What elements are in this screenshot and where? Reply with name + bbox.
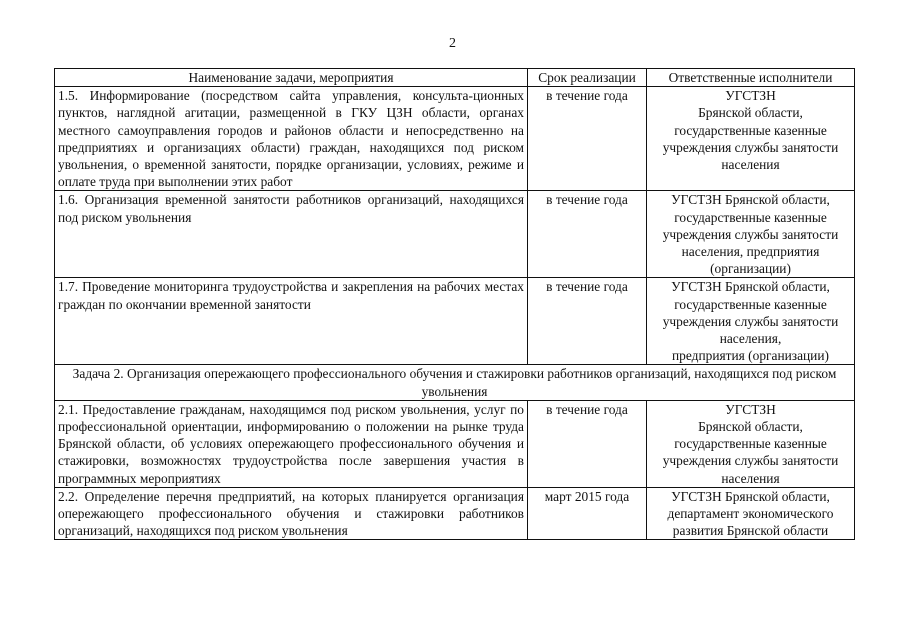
table-row <box>55 87 855 191</box>
responsible-line: Брянской области, <box>698 105 803 121</box>
responsible-cell <box>647 87 855 191</box>
responsible-cell <box>647 278 855 365</box>
responsible-line: (организации) <box>710 261 791 277</box>
table-row <box>55 278 855 365</box>
header-term: Срок реализации <box>528 69 647 87</box>
section-heading: Задача 2. Организация опережающего профессионального обучения и стажировки работников организаций, находящихся под риском увольнения <box>55 365 855 400</box>
responsible-line: развития Брянской области <box>672 523 829 539</box>
responsible-line: населения <box>721 470 780 486</box>
responsible-line: учреждения службы занятости <box>662 139 839 155</box>
section-row <box>55 365 855 400</box>
responsible-line: УГСТЗН Брянской области, <box>671 279 830 295</box>
term-cell: март 2015 года <box>528 487 647 540</box>
table-header-row <box>55 69 855 87</box>
task-cell: 2.2. Определение перечня предприятий, на которых планируется организация опережающего профессионального обучения и стажировки работников организаций, находящихся под риском увольнения <box>55 487 528 540</box>
page-number: 2 <box>449 36 456 51</box>
responsible-line: Брянской области, <box>698 419 803 435</box>
term-cell: в течение года <box>528 87 647 191</box>
term-cell: в течение года <box>528 400 647 487</box>
responsible-cell <box>647 191 855 278</box>
header-task: Наименование задачи, мероприятия <box>55 69 528 87</box>
responsible-line: государственные казенные <box>674 296 827 312</box>
responsible-line: УГСТЗН <box>725 88 776 104</box>
responsible-line: государственные казенные <box>674 122 827 138</box>
task-cell: 2.1. Предоставление гражданам, находящимся под риском увольнения, услуг по профессиональной ориентации, информированию о положении на рынке труда Брянской области, об условиях опережающего профессионального обучения и стажировки, возможностях трудоустройства после завершения участия в программных мероприятиях <box>55 400 528 487</box>
task-cell: 1.5. Информирование (посредством сайта управления, консульта-ционных пунктов, наглядной агитации, размещенной в ГКУ ЦЗН области, органах местного самоуправления городов и районов области и непосредственно на предприятиях и организациях области) граждан, находящихся под риском увольнения, о временной занятости, порядке организации, условиях, режиме и оплате труда при выполнении этих работ <box>55 87 528 191</box>
responsible-line: населения, предприятия <box>681 244 820 260</box>
table-row <box>55 487 855 540</box>
responsible-cell <box>647 487 855 540</box>
responsible-line: населения, <box>719 331 782 347</box>
responsible-line: государственные казенные <box>674 209 827 225</box>
responsible-line: УГСТЗН Брянской области, <box>671 488 830 504</box>
task-cell: 1.6. Организация временной занятости работников организаций, находящихся под риском увольнения <box>55 191 528 278</box>
responsible-line: предприятия (организации) <box>672 348 829 364</box>
measures-table <box>54 68 855 540</box>
table-row <box>55 400 855 487</box>
responsible-cell <box>647 400 855 487</box>
term-cell: в течение года <box>528 278 647 365</box>
responsible-line: департамент экономического <box>667 506 834 522</box>
responsible-line: УГСТЗН <box>725 401 776 417</box>
responsible-line: учреждения службы занятости <box>662 226 839 242</box>
task-cell: 1.7. Проведение мониторинга трудоустройства и закрепления на рабочих местах граждан по окончании временной занятости <box>55 278 528 365</box>
term-cell: в течение года <box>528 191 647 278</box>
responsible-line: учреждения службы занятости <box>662 313 839 329</box>
responsible-line: УГСТЗН Брянской области, <box>671 192 830 208</box>
header-responsible: Ответственные исполнители <box>647 69 855 87</box>
responsible-line: населения <box>721 157 780 173</box>
table-row <box>55 191 855 278</box>
responsible-line: учреждения службы занятости <box>662 453 839 469</box>
responsible-line: государственные казенные <box>674 436 827 452</box>
